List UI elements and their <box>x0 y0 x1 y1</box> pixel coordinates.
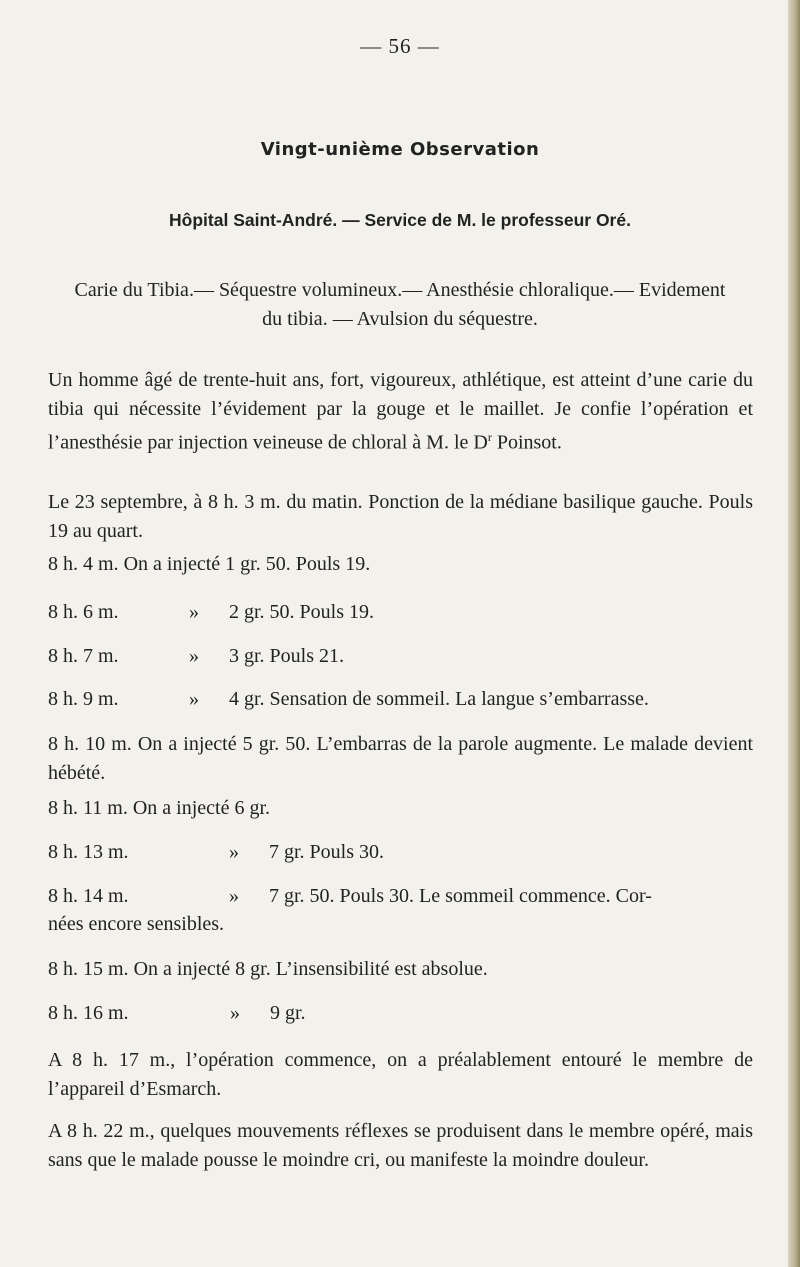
page-edge <box>788 0 800 1267</box>
entry-ditto-mark: » <box>189 601 199 623</box>
summary-line-1: Carie du Tibia.— Séquestre volumineux.— Anesthésie chloralique.— Evidement <box>74 279 726 301</box>
entry-text: 4 gr. Sensation de sommeil. La langue s’embarrasse. <box>229 688 649 710</box>
intro-superscript: r <box>487 430 492 444</box>
entry-time: 8 h. 9 m. <box>48 688 119 710</box>
entry-time: 8 h. 13 m. <box>48 841 129 863</box>
entry-time: 8 h. 14 m. <box>48 885 129 907</box>
entry-text: On a injecté 8 gr. L’insensibilité est absolue. <box>133 958 488 980</box>
entry-time: 8 h. 7 m. <box>48 645 119 667</box>
entry-ditto-mark: » <box>229 841 239 863</box>
entry-row <box>48 688 753 711</box>
entry-row <box>48 841 748 864</box>
entry-time: 8 h. 4 m. <box>48 553 119 575</box>
entry-row <box>48 958 488 981</box>
entry-text: 9 gr. <box>270 1002 306 1024</box>
case-summary <box>0 276 800 334</box>
entry-time: 8 h. 15 m. <box>48 958 129 980</box>
intro-paragraph <box>48 366 753 457</box>
entry-row <box>48 601 748 624</box>
paragraph-8h22: A 8 h. 22 m., quelques mouvements réflexes se produisent dans le membre opéré, mais sans que le malade pousse le moindre cri, ou manifeste la moindre douleur. <box>48 1120 753 1171</box>
entry-row <box>48 885 753 908</box>
entry-ditto-mark: » <box>189 688 199 710</box>
entry-ditto-mark: » <box>229 885 239 907</box>
entry-text: On a injecté 1 gr. 50. Pouls 19. <box>123 553 371 575</box>
paragraph-8h10: 8 h. 10 m. On a injecté 5 gr. 50. L’embarras de la parole augmente. Le malade devient hébété. <box>48 733 753 784</box>
entry-time: 8 h. 16 m. <box>48 1002 129 1024</box>
paragraph-8h17: A 8 h. 17 m., l’opération commence, on a préalablement entouré le membre de l’appareil d’Esmarch. <box>48 1049 753 1100</box>
observation-title: Vingt-unième Observation <box>260 139 540 160</box>
entry-row <box>48 797 270 820</box>
entry-ditto-mark: » <box>189 645 199 667</box>
entry-ditto-mark: » <box>230 1002 240 1024</box>
entry-time: 8 h. 11 m. <box>48 797 128 819</box>
entry-text: 7 gr. Pouls 30. <box>269 841 385 863</box>
entry-row <box>48 645 748 668</box>
intro-text: Un homme âgé de trente-huit ans, fort, vigoureux, athlétique, est atteint d’une carie du tibia qui nécessite l’évidement par la gouge et le maillet. Je confie l’opération et l’anesthésie par injection veineuse de chloral à M. le D <box>48 369 753 454</box>
summary-line-2: du tibia. — Avulsion du séquestre. <box>262 308 538 330</box>
entry-row <box>48 1002 748 1025</box>
entry-text: 7 gr. 50. Pouls 30. Le sommeil commence. Cor- <box>269 885 652 907</box>
entry-text: On a injecté 6 gr. <box>132 797 271 819</box>
entry-text: 2 gr. 50. Pouls 19. <box>229 601 375 623</box>
entry-text: 3 gr. Pouls 21. <box>229 645 345 667</box>
entry-continuation: nées encore sensibles. <box>48 913 225 935</box>
intro-text-end: Poinsot. <box>491 431 562 454</box>
page-number: — 56 — <box>360 34 440 58</box>
entry-row <box>48 553 370 576</box>
september-paragraph: Le 23 septembre, à 8 h. 3 m. du matin. Ponction de la médiane basilique gauche. Pouls 19 au quart. <box>48 491 753 542</box>
entry-time: 8 h. 6 m. <box>48 601 119 623</box>
hospital-heading: Hôpital Saint-André. — Service de M. le professeur Oré. <box>169 210 631 230</box>
